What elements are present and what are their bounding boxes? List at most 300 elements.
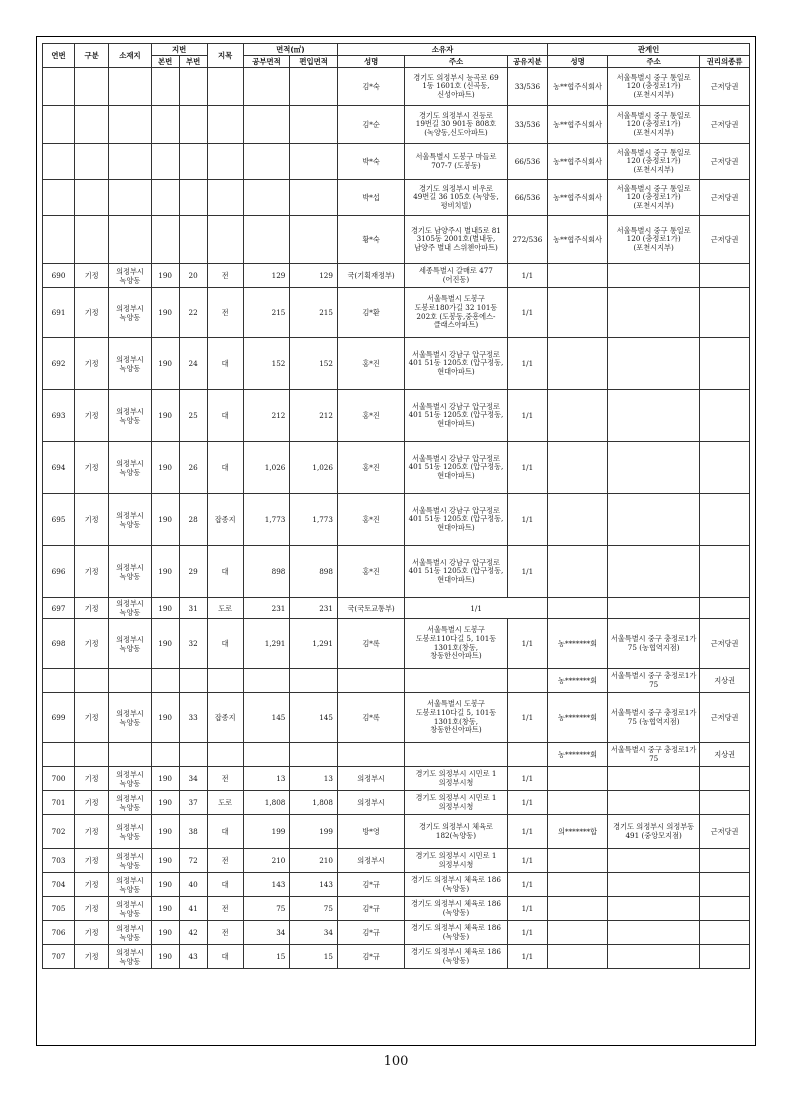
cell-owner-name: 김*규	[337, 945, 404, 969]
cell-owner-share: 1/1	[507, 288, 547, 338]
cell-category: 대	[207, 873, 243, 897]
cell-owner-share: 1/1	[507, 390, 547, 442]
cell-rel-name: 의*******합	[548, 815, 608, 849]
cell-no: 697	[43, 598, 75, 619]
cell-type: 기정	[75, 945, 109, 969]
cell-lot-main: 190	[151, 815, 179, 849]
cell-lot-main: 190	[151, 849, 179, 873]
cell-category	[207, 216, 243, 264]
cell-owner-name: 홍*진	[337, 390, 404, 442]
cell-lot-main	[151, 144, 179, 180]
cell-area-incorporated: 75	[290, 897, 338, 921]
table-row	[43, 144, 750, 180]
cell-owner-share: 1/1	[507, 338, 547, 390]
cell-rel-address	[608, 494, 700, 546]
cell-owner-name	[337, 743, 404, 767]
cell-no	[43, 669, 75, 693]
cell-rel-address	[608, 945, 700, 969]
cell-location	[109, 743, 151, 767]
cell-type	[75, 68, 109, 106]
cell-rel-name	[548, 338, 608, 390]
cell-lot-sub: 72	[179, 849, 207, 873]
cell-rel-right: 근저당권	[700, 68, 750, 106]
cell-no: 700	[43, 767, 75, 791]
cell-owner-name: 의정부시	[337, 767, 404, 791]
cell-rel-name	[548, 598, 608, 619]
cell-location	[109, 669, 151, 693]
cell-lot-main: 190	[151, 598, 179, 619]
table-row	[43, 897, 750, 921]
cell-location: 의정부시 녹양동	[109, 849, 151, 873]
cell-category: 도로	[207, 598, 243, 619]
cell-area-registry: 1,026	[243, 442, 290, 494]
cell-owner-address: 서울특별시 강남구 압구정로 401 51동 1205호 (압구정동,현대아파트)	[405, 390, 507, 442]
cell-rel-address	[608, 897, 700, 921]
cell-no: 706	[43, 921, 75, 945]
cell-lot-sub: 41	[179, 897, 207, 921]
cell-owner-address	[405, 743, 507, 767]
cell-area-registry	[243, 180, 290, 216]
cell-area-incorporated	[290, 106, 338, 144]
cell-rel-right	[700, 873, 750, 897]
cell-owner-name: 방*영	[337, 815, 404, 849]
cell-category: 전	[207, 849, 243, 873]
table-row	[43, 873, 750, 897]
cell-area-registry: 212	[243, 390, 290, 442]
cell-no: 693	[43, 390, 75, 442]
cell-lot-sub: 29	[179, 546, 207, 598]
cell-owner-name: 홍*진	[337, 338, 404, 390]
cell-location	[109, 106, 151, 144]
cell-no: 696	[43, 546, 75, 598]
cell-lot-sub	[179, 669, 207, 693]
cell-rel-right	[700, 546, 750, 598]
cell-owner-name: 김*규	[337, 873, 404, 897]
cell-owner-name: 의정부시	[337, 849, 404, 873]
cell-lot-main: 190	[151, 897, 179, 921]
cell-rel-address	[608, 264, 700, 288]
cell-lot-main	[151, 180, 179, 216]
cell-owner-name: 김*환	[337, 288, 404, 338]
cell-rel-name: 농**협주식회사	[548, 144, 608, 180]
cell-rel-right: 근저당권	[700, 619, 750, 669]
cell-no: 691	[43, 288, 75, 338]
cell-area-incorporated: 145	[290, 693, 338, 743]
cell-type	[75, 669, 109, 693]
cell-category	[207, 743, 243, 767]
cell-no: 698	[43, 619, 75, 669]
cell-category: 대	[207, 945, 243, 969]
cell-category: 대	[207, 390, 243, 442]
cell-category: 잡종지	[207, 494, 243, 546]
cell-area-registry	[243, 144, 290, 180]
cell-owner-share: 1/1	[507, 546, 547, 598]
cell-rel-address: 서울특별시 중구 통일로 120 (충정로1가) (포천시지부)	[608, 180, 700, 216]
table-row	[43, 921, 750, 945]
cell-rel-right	[700, 945, 750, 969]
cell-location	[109, 68, 151, 106]
cell-owner-share: 66/536	[507, 144, 547, 180]
cell-owner-name: 홍*진	[337, 442, 404, 494]
header-area-registry: 공부면적	[243, 56, 290, 68]
cell-owner-name	[337, 669, 404, 693]
cell-no: 705	[43, 897, 75, 921]
cell-location: 의정부시 녹양동	[109, 546, 151, 598]
cell-owner-share	[507, 743, 547, 767]
cell-owner-address: 서울특별시 강남구 압구정로 401 51동 1205호 (압구정동,현대아파트)	[405, 494, 507, 546]
cell-category: 잡종지	[207, 693, 243, 743]
cell-rel-address	[608, 873, 700, 897]
cell-area-incorporated: 231	[290, 598, 338, 619]
cell-type: 기정	[75, 815, 109, 849]
header-area: 면적(㎡)	[243, 44, 337, 56]
cell-rel-right	[700, 494, 750, 546]
cell-type: 기정	[75, 442, 109, 494]
cell-area-registry: 75	[243, 897, 290, 921]
cell-owner-share: 1/1	[507, 693, 547, 743]
cell-area-incorporated: 152	[290, 338, 338, 390]
cell-owner-name: 김*순	[337, 106, 404, 144]
cell-location	[109, 180, 151, 216]
cell-location: 의정부시 녹양동	[109, 494, 151, 546]
cell-lot-main: 190	[151, 494, 179, 546]
cell-owner-share: 272/536	[507, 216, 547, 264]
cell-owner-share: 66/536	[507, 180, 547, 216]
cell-category: 대	[207, 815, 243, 849]
cell-owner-address: 경기도 의정부시 체육로 186 (녹양동)	[405, 873, 507, 897]
cell-lot-sub	[179, 106, 207, 144]
cell-rel-address	[608, 546, 700, 598]
cell-type: 기정	[75, 873, 109, 897]
cell-category: 전	[207, 767, 243, 791]
cell-area-incorporated: 215	[290, 288, 338, 338]
cell-lot-sub: 33	[179, 693, 207, 743]
cell-category	[207, 144, 243, 180]
cell-owner-address: 서울특별시 강남구 압구정로 401 51동 1205호 (압구정동,현대아파트)	[405, 338, 507, 390]
land-owner-table	[42, 43, 750, 969]
cell-owner-address: 경기도 의정부시 시민로 1 의정부시청	[405, 849, 507, 873]
cell-rel-address	[608, 338, 700, 390]
cell-rel-right: 근저당권	[700, 216, 750, 264]
cell-owner-name: 김*숙	[337, 68, 404, 106]
cell-type: 기정	[75, 897, 109, 921]
cell-owner-address: 경기도 의정부시 진등로 19번길 30 901동 808호 (녹양동,신도아파트)	[405, 106, 507, 144]
cell-rel-name: 농**협주식회사	[548, 68, 608, 106]
cell-owner-share: 1/1	[507, 897, 547, 921]
cell-rel-name: 농**협주식회사	[548, 106, 608, 144]
cell-type: 기정	[75, 390, 109, 442]
cell-rel-name	[548, 288, 608, 338]
cell-owner-name: 국(기획재정부)	[337, 264, 404, 288]
cell-location: 의정부시 녹양동	[109, 767, 151, 791]
cell-lot-main: 190	[151, 873, 179, 897]
cell-rel-address	[608, 767, 700, 791]
cell-no	[43, 180, 75, 216]
cell-owner-share: 1/1	[405, 598, 548, 619]
cell-owner-share	[507, 669, 547, 693]
cell-area-registry	[243, 743, 290, 767]
cell-owner-name: 박*섭	[337, 180, 404, 216]
header-lot-main: 본번	[151, 56, 179, 68]
cell-no: 694	[43, 442, 75, 494]
table-row	[43, 669, 750, 693]
cell-area-registry: 1,291	[243, 619, 290, 669]
cell-rel-name: 농*******회	[548, 669, 608, 693]
header-owner-address: 주소	[405, 56, 507, 68]
header-owner-name: 성명	[337, 56, 404, 68]
cell-rel-address	[608, 598, 700, 619]
cell-owner-address: 경기도 의정부시 능곡로 69 1동 1601호 (신곡동, 신성아파트)	[405, 68, 507, 106]
table-row	[43, 442, 750, 494]
cell-lot-sub: 32	[179, 619, 207, 669]
cell-owner-address: 서울특별시 강남구 압구정로 401 51동 1205호 (압구정동,현대아파트)	[405, 546, 507, 598]
cell-area-registry: 129	[243, 264, 290, 288]
cell-owner-share: 1/1	[507, 442, 547, 494]
header-area-incorporated: 편입면적	[290, 56, 338, 68]
cell-area-incorporated: 129	[290, 264, 338, 288]
cell-lot-sub: 25	[179, 390, 207, 442]
table-row	[43, 815, 750, 849]
cell-lot-main	[151, 216, 179, 264]
cell-type: 기정	[75, 619, 109, 669]
cell-owner-name: 김*록	[337, 619, 404, 669]
cell-lot-sub: 37	[179, 791, 207, 815]
cell-location	[109, 144, 151, 180]
cell-no: 695	[43, 494, 75, 546]
cell-category: 전	[207, 264, 243, 288]
cell-category: 대	[207, 619, 243, 669]
cell-lot-sub: 31	[179, 598, 207, 619]
cell-area-incorporated	[290, 144, 338, 180]
cell-area-registry: 898	[243, 546, 290, 598]
cell-lot-sub	[179, 144, 207, 180]
cell-owner-name: 김*규	[337, 921, 404, 945]
cell-area-registry: 145	[243, 693, 290, 743]
cell-owner-address: 경기도 의정부시 체육로 182(녹양동)	[405, 815, 507, 849]
cell-owner-share: 1/1	[507, 791, 547, 815]
cell-rel-name: 농*******회	[548, 743, 608, 767]
cell-lot-main: 190	[151, 921, 179, 945]
cell-area-incorporated: 15	[290, 945, 338, 969]
cell-owner-address: 세종특별시 갈매로 477 (어진동)	[405, 264, 507, 288]
cell-area-incorporated: 199	[290, 815, 338, 849]
cell-area-registry	[243, 68, 290, 106]
cell-lot-sub: 40	[179, 873, 207, 897]
cell-area-incorporated: 1,026	[290, 442, 338, 494]
table-row	[43, 68, 750, 106]
cell-no: 707	[43, 945, 75, 969]
cell-lot-main	[151, 68, 179, 106]
cell-area-incorporated: 210	[290, 849, 338, 873]
cell-rel-name	[548, 494, 608, 546]
cell-area-incorporated	[290, 743, 338, 767]
header-related-party: 관계인	[548, 44, 750, 56]
cell-type: 기정	[75, 791, 109, 815]
cell-owner-share: 1/1	[507, 873, 547, 897]
cell-lot-sub	[179, 68, 207, 106]
cell-no: 702	[43, 815, 75, 849]
cell-no: 701	[43, 791, 75, 815]
cell-owner-address: 경기도 의정부시 시민로 1 의정부시청	[405, 767, 507, 791]
cell-type: 기정	[75, 693, 109, 743]
cell-owner-address: 서울특별시 도봉구 마들로 707-7 (도봉동)	[405, 144, 507, 180]
cell-rel-name	[548, 791, 608, 815]
cell-rel-name: 농**협주식회사	[548, 216, 608, 264]
cell-category: 대	[207, 546, 243, 598]
cell-owner-address: 경기도 의정부시 체육로 186 (녹양동)	[405, 921, 507, 945]
cell-area-incorporated: 212	[290, 390, 338, 442]
cell-rel-address	[608, 791, 700, 815]
header-rel-address: 주소	[608, 56, 700, 68]
cell-area-registry	[243, 106, 290, 144]
cell-owner-share: 1/1	[507, 264, 547, 288]
cell-no	[43, 743, 75, 767]
cell-no: 690	[43, 264, 75, 288]
table-row	[43, 338, 750, 390]
cell-owner-address: 경기도 의정부시 시민로 1 의정부시청	[405, 791, 507, 815]
cell-type: 기정	[75, 494, 109, 546]
cell-rel-right: 지상권	[700, 743, 750, 767]
cell-rel-name	[548, 849, 608, 873]
cell-rel-address	[608, 390, 700, 442]
cell-rel-right	[700, 767, 750, 791]
cell-owner-address: 경기도 의정부시 비우로 49번길 36 105호 (녹양동,평비치빌)	[405, 180, 507, 216]
cell-rel-address: 서울특별시 중구 충정로1가 75	[608, 669, 700, 693]
cell-lot-sub: 34	[179, 767, 207, 791]
cell-area-registry: 199	[243, 815, 290, 849]
cell-no: 704	[43, 873, 75, 897]
header-owner: 소유자	[337, 44, 547, 56]
cell-rel-address: 서울특별시 중구 충정로1가 75	[608, 743, 700, 767]
cell-owner-name: 김*규	[337, 897, 404, 921]
cell-rel-right	[700, 791, 750, 815]
cell-lot-sub: 24	[179, 338, 207, 390]
cell-area-registry: 1,808	[243, 791, 290, 815]
cell-type	[75, 144, 109, 180]
cell-owner-address: 경기도 의정부시 체육로 186 (녹양동)	[405, 945, 507, 969]
cell-rel-name	[548, 897, 608, 921]
cell-area-registry: 210	[243, 849, 290, 873]
cell-area-registry: 231	[243, 598, 290, 619]
table-row	[43, 849, 750, 873]
cell-owner-share: 1/1	[507, 815, 547, 849]
table-row	[43, 945, 750, 969]
cell-lot-sub: 28	[179, 494, 207, 546]
cell-rel-name	[548, 767, 608, 791]
cell-owner-share: 1/1	[507, 767, 547, 791]
cell-rel-name	[548, 546, 608, 598]
cell-lot-main: 190	[151, 945, 179, 969]
cell-owner-name: 박*숙	[337, 144, 404, 180]
cell-area-registry: 143	[243, 873, 290, 897]
table-row	[43, 288, 750, 338]
table-row	[43, 106, 750, 144]
cell-lot-main: 190	[151, 546, 179, 598]
cell-rel-name	[548, 873, 608, 897]
cell-rel-address: 서울특별시 중구 통일로 120 (충정로1가) (포천시지부)	[608, 68, 700, 106]
cell-location: 의정부시 녹양동	[109, 815, 151, 849]
cell-lot-sub	[179, 180, 207, 216]
cell-owner-share: 1/1	[507, 921, 547, 945]
cell-type	[75, 180, 109, 216]
cell-owner-share: 33/536	[507, 106, 547, 144]
cell-location: 의정부시 녹양동	[109, 873, 151, 897]
cell-no: 703	[43, 849, 75, 873]
cell-area-incorporated: 34	[290, 921, 338, 945]
cell-rel-name	[548, 390, 608, 442]
cell-rel-name: 농*******회	[548, 693, 608, 743]
cell-area-registry: 13	[243, 767, 290, 791]
cell-location: 의정부시 녹양동	[109, 390, 151, 442]
table-row	[43, 619, 750, 669]
header-category: 지목	[207, 44, 243, 68]
cell-lot-main: 190	[151, 791, 179, 815]
cell-area-incorporated	[290, 68, 338, 106]
cell-owner-share: 33/536	[507, 68, 547, 106]
cell-category: 전	[207, 897, 243, 921]
cell-location: 의정부시 녹양동	[109, 897, 151, 921]
cell-type	[75, 743, 109, 767]
cell-rel-right	[700, 897, 750, 921]
table-row	[43, 598, 750, 619]
cell-rel-address	[608, 849, 700, 873]
cell-location: 의정부시 녹양동	[109, 921, 151, 945]
cell-lot-main: 190	[151, 767, 179, 791]
cell-location: 의정부시 녹양동	[109, 619, 151, 669]
cell-location: 의정부시 녹양동	[109, 693, 151, 743]
cell-owner-name: 김*록	[337, 693, 404, 743]
header-rel-name: 성명	[548, 56, 608, 68]
cell-rel-right	[700, 338, 750, 390]
cell-location: 의정부시 녹양동	[109, 945, 151, 969]
cell-lot-main: 190	[151, 338, 179, 390]
cell-rel-address: 서울특별시 중구 충정로1가 75 (농협역지점)	[608, 693, 700, 743]
header-lot-sub: 부번	[179, 56, 207, 68]
cell-lot-main: 190	[151, 390, 179, 442]
cell-type	[75, 216, 109, 264]
cell-area-incorporated	[290, 669, 338, 693]
cell-rel-address: 서울특별시 중구 통일로 120 (충정로1가) (포천시지부)	[608, 216, 700, 264]
table-row	[43, 180, 750, 216]
cell-type: 기정	[75, 264, 109, 288]
cell-area-incorporated: 1,773	[290, 494, 338, 546]
header-no: 연번	[43, 44, 75, 68]
page-number: 100	[383, 1054, 409, 1069]
cell-rel-address: 서울특별시 중구 통일로 120 (충정로1가) (포천시지부)	[608, 144, 700, 180]
table-row	[43, 791, 750, 815]
cell-owner-share: 1/1	[507, 494, 547, 546]
cell-location	[109, 216, 151, 264]
cell-rel-address: 서울특별시 중구 통일로 120 (충정로1가) (포천시지부)	[608, 106, 700, 144]
cell-area-registry: 34	[243, 921, 290, 945]
cell-category: 대	[207, 338, 243, 390]
cell-lot-main	[151, 669, 179, 693]
cell-lot-sub	[179, 216, 207, 264]
cell-category: 도로	[207, 791, 243, 815]
header-type: 구분	[75, 44, 109, 68]
cell-no	[43, 144, 75, 180]
cell-rel-right: 근저당권	[700, 106, 750, 144]
cell-type: 기정	[75, 598, 109, 619]
cell-type	[75, 106, 109, 144]
cell-owner-name: 홍*진	[337, 494, 404, 546]
cell-area-registry	[243, 669, 290, 693]
cell-rel-right	[700, 264, 750, 288]
table-row	[43, 494, 750, 546]
cell-rel-right	[700, 921, 750, 945]
cell-type: 기정	[75, 288, 109, 338]
cell-area-incorporated: 143	[290, 873, 338, 897]
